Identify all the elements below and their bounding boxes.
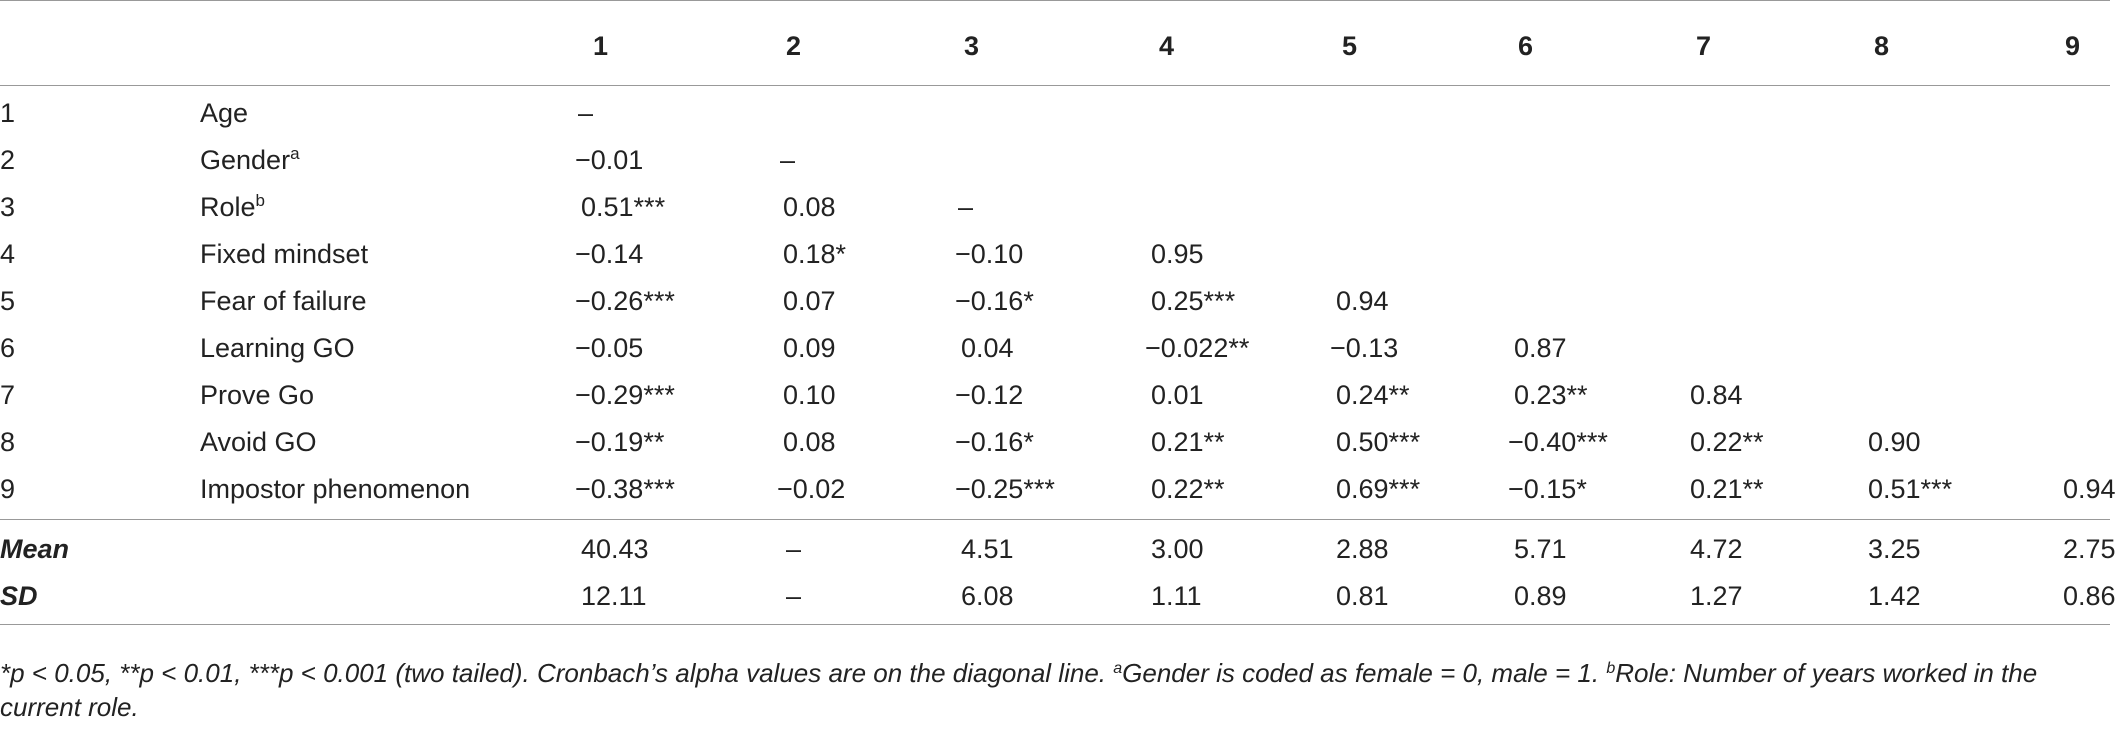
- cell-value: −0.13: [1330, 333, 1399, 363]
- cell-value: −0.022**: [1145, 333, 1250, 363]
- table-cell: [2030, 419, 2110, 466]
- table-cell: [1508, 231, 1684, 278]
- table-cell: [1145, 325, 1330, 372]
- stat-blank-cell: [200, 520, 575, 574]
- table-cell: [777, 137, 955, 184]
- table-cell: [955, 466, 1145, 520]
- stat-cell: [1145, 573, 1330, 625]
- cell-value: 0.21**: [1151, 427, 1225, 457]
- table-cell: [1862, 419, 2030, 466]
- footnote-gender: Gender is coded as female = 0, male = 1.: [1122, 658, 1607, 688]
- cell-value: 0.22**: [1690, 427, 1764, 457]
- cell-value: −0.10: [955, 239, 1024, 269]
- table-cell: [777, 278, 955, 325]
- table-cell: [1330, 137, 1508, 184]
- column-header: [777, 1, 955, 86]
- table-cell: [2030, 372, 2110, 419]
- row-index: 6: [0, 333, 16, 363]
- row-index: 7: [0, 380, 16, 410]
- stat-value: 1.11: [1151, 581, 1202, 611]
- column-header: [1145, 1, 1330, 86]
- table-cell: [777, 372, 955, 419]
- row-label: Impostor phenomenon: [200, 474, 471, 504]
- cell-value: 0.51***: [1868, 474, 1953, 504]
- row-index: 4: [0, 239, 16, 269]
- column-header: [955, 1, 1145, 86]
- cell-value: 0.23**: [1514, 380, 1588, 410]
- table-cell: [1330, 231, 1508, 278]
- stat-value: 12.11: [581, 581, 647, 611]
- table-cell: [1508, 466, 1684, 520]
- header-blank-index: [0, 1, 200, 86]
- cell-value: 0.90: [1868, 427, 1921, 457]
- column-header-text: 7: [1696, 30, 1712, 61]
- stat-cell: [575, 573, 777, 625]
- table-row: [0, 325, 2110, 372]
- footnote-marker-a: a: [1113, 660, 1123, 677]
- stat-cell: [777, 520, 955, 574]
- stat-value: –: [786, 581, 802, 611]
- table-cell: [955, 419, 1145, 466]
- cell-value: −0.15*: [1508, 474, 1587, 504]
- row-label-cell: [200, 86, 575, 138]
- column-header-text: 6: [1518, 30, 1534, 61]
- stat-cell: [955, 520, 1145, 574]
- stat-value: 3.00: [1151, 534, 1204, 564]
- table-row: [0, 137, 2110, 184]
- cell-value: −0.05: [575, 333, 644, 363]
- table-row: [0, 184, 2110, 231]
- cell-value: −0.26***: [575, 286, 675, 316]
- table-body: [0, 86, 2116, 520]
- column-header-text: 3: [964, 30, 980, 61]
- table-cell: [1508, 372, 1684, 419]
- table-cell: [777, 184, 955, 231]
- table-row: [0, 231, 2110, 278]
- table-cell: [1330, 184, 1508, 231]
- stat-cell: [1330, 573, 1508, 625]
- row-label: Prove Go: [200, 380, 315, 410]
- row-index: 8: [0, 427, 16, 457]
- table-cell: [575, 231, 777, 278]
- stat-value: 3.25: [1868, 534, 1921, 564]
- table-cell: [777, 86, 955, 138]
- table-cell: [1862, 137, 2030, 184]
- row-index: 2: [0, 145, 16, 175]
- table-cell: [1330, 419, 1508, 466]
- table-cell: [1508, 86, 1684, 138]
- stat-value: 0.81: [1336, 581, 1389, 611]
- table-cell: [955, 231, 1145, 278]
- cell-value: −0.16*: [955, 427, 1034, 457]
- row-label-cell: [200, 466, 575, 520]
- stat-value: 40.43: [581, 534, 649, 564]
- row-label: Avoid GO: [200, 427, 317, 457]
- table-row: [0, 372, 2110, 419]
- table-cell: [777, 231, 955, 278]
- table-cell: [1862, 278, 2030, 325]
- cell-value: −0.25***: [955, 474, 1055, 504]
- cell-value: –: [780, 145, 796, 175]
- table-cell: [575, 419, 777, 466]
- table-row: [0, 278, 2110, 325]
- table-row: [0, 466, 2110, 520]
- table-cell: [2030, 184, 2110, 231]
- stat-value: 5.71: [1514, 534, 1567, 564]
- table-cell: [575, 86, 777, 138]
- table-cell: [1330, 325, 1508, 372]
- stat-cell: [1684, 520, 1862, 574]
- table-cell: [2030, 325, 2110, 372]
- row-label-cell: [200, 372, 575, 419]
- table-cell: [575, 325, 777, 372]
- footnote-marker-b: b: [1606, 660, 1616, 677]
- column-header: [1330, 1, 1508, 86]
- stat-value: 4.72: [1690, 534, 1743, 564]
- column-header: [1862, 1, 2030, 86]
- table-cell: [1330, 86, 1508, 138]
- stat-value: 1.42: [1868, 581, 1921, 611]
- cell-value: −0.12: [955, 380, 1024, 410]
- table-cell: [575, 184, 777, 231]
- row-label-footnote-marker: b: [255, 191, 265, 210]
- row-label-cell: [200, 231, 575, 278]
- table-cell: [955, 137, 1145, 184]
- stat-cell: [1684, 573, 1862, 625]
- stat-cell: [1145, 520, 1330, 574]
- table-cell: [955, 184, 1145, 231]
- row-label-cell: [200, 278, 575, 325]
- table-cell: [1684, 325, 1862, 372]
- header-row: [0, 1, 2110, 86]
- cell-value: 0.87: [1514, 333, 1567, 363]
- table-cell: [955, 325, 1145, 372]
- row-index: 1: [0, 98, 16, 128]
- column-header-text: 1: [593, 30, 609, 61]
- stat-row: [0, 573, 2110, 625]
- table-header: [0, 1, 2110, 86]
- cell-value: –: [958, 192, 974, 222]
- row-label: Gender: [200, 145, 291, 175]
- column-header: [1684, 1, 1862, 86]
- table-cell: [955, 372, 1145, 419]
- table-cell: [777, 466, 955, 520]
- stat-label: SD: [0, 573, 200, 625]
- table-cell: [1684, 184, 1862, 231]
- table-cell: [1684, 86, 1862, 138]
- stat-value: –: [786, 534, 802, 564]
- column-header-text: 5: [1342, 30, 1358, 61]
- stat-cell: [777, 573, 955, 625]
- table-footnote: [0, 656, 2110, 724]
- column-header: [575, 1, 777, 86]
- stat-cell: [1508, 573, 1684, 625]
- stat-cell: [1862, 573, 2030, 625]
- cell-value: −0.16*: [955, 286, 1034, 316]
- stat-value: 2.75: [2063, 534, 2116, 564]
- row-index: 3: [0, 192, 16, 222]
- table-cell: [1508, 184, 1684, 231]
- cell-value: 0.18*: [783, 239, 847, 269]
- cell-value: 0.04: [961, 333, 1014, 363]
- cell-value: −0.14: [575, 239, 644, 269]
- table-cell: [1508, 419, 1684, 466]
- table-cell: [575, 137, 777, 184]
- column-header-text: 2: [786, 30, 802, 61]
- table-cell: [2030, 231, 2110, 278]
- table-row: [0, 86, 2110, 138]
- table-cell: [1330, 372, 1508, 419]
- stat-value: 6.08: [961, 581, 1014, 611]
- table-cell: [1862, 86, 2030, 138]
- stat-blank-cell: [200, 573, 575, 625]
- column-header: [2030, 1, 2110, 86]
- cell-value: −0.02: [777, 474, 846, 504]
- cell-value: 0.01: [1151, 380, 1204, 410]
- row-label: Role: [200, 192, 256, 222]
- row-label-cell: [200, 419, 575, 466]
- stat-label: Mean: [0, 534, 70, 564]
- table-cell: [777, 419, 955, 466]
- header-blank-label: [200, 1, 575, 86]
- table-cell: [1684, 137, 1862, 184]
- row-label-cell: [200, 137, 575, 184]
- row-label: Learning GO: [200, 333, 355, 363]
- table-cell: [1145, 86, 1330, 138]
- cell-value: 0.10: [783, 380, 836, 410]
- row-index: 9: [0, 466, 200, 520]
- table-cell: [1684, 466, 1862, 520]
- table-cell: [1508, 325, 1684, 372]
- stat-cell: [1508, 520, 1684, 574]
- stat-value: 4.51: [961, 534, 1014, 564]
- row-label-footnote-marker: a: [290, 144, 300, 163]
- table-cell: [777, 325, 955, 372]
- stat-value: 0.86: [2063, 581, 2116, 611]
- table-cell: [1145, 466, 1330, 520]
- cell-value: −0.29***: [575, 380, 675, 410]
- table-cell: [1862, 184, 2030, 231]
- row-label: Fear of failure: [200, 286, 367, 316]
- cell-value: 0.08: [783, 192, 836, 222]
- column-header-text: 8: [1874, 30, 1890, 61]
- stat-value: 1.27: [1690, 581, 1743, 611]
- table-cell: [1145, 231, 1330, 278]
- table-cell: [955, 86, 1145, 138]
- table-cell: [575, 278, 777, 325]
- table-cell: [1862, 466, 2030, 520]
- stat-cell: [575, 520, 777, 574]
- footnote-role: Role: Number of years worked in the current role.: [0, 658, 2038, 722]
- cell-value: 0.51***: [581, 192, 666, 222]
- table-cell: [1862, 231, 2030, 278]
- table-cell: [2030, 466, 2116, 520]
- table-cell: [1145, 137, 1330, 184]
- stat-cell: [2030, 573, 2116, 625]
- footnote-significance: *p < 0.05, **p < 0.01, ***p < 0.001 (two tailed). Cronbach’s alpha values are on the diagonal line.: [0, 658, 1114, 688]
- table-cell: [575, 372, 777, 419]
- table-cell: [1145, 419, 1330, 466]
- table-cell: [1684, 419, 1862, 466]
- cell-value: −0.40***: [1508, 427, 1608, 457]
- stat-cell: [1862, 520, 2030, 574]
- table-cell: [2030, 137, 2110, 184]
- cell-value: −0.01: [575, 145, 644, 175]
- cell-value: 0.94: [1336, 286, 1389, 316]
- table-cell: [1145, 372, 1330, 419]
- table-stats: [0, 520, 2116, 625]
- table-cell: [1508, 137, 1684, 184]
- table-cell: [955, 278, 1145, 325]
- cell-value: 0.50***: [1336, 427, 1421, 457]
- cell-value: 0.08: [783, 427, 836, 457]
- row-label-cell: [200, 184, 575, 231]
- table-cell: [575, 466, 777, 520]
- cell-value: 0.94: [2063, 474, 2116, 504]
- table-cell: [1508, 278, 1684, 325]
- cell-value: 0.21**: [1690, 474, 1764, 504]
- row-label: Fixed mindset: [200, 239, 369, 269]
- cell-value: 0.24**: [1336, 380, 1410, 410]
- cell-value: −0.19**: [575, 427, 665, 457]
- stat-value: 0.89: [1514, 581, 1567, 611]
- stat-value: 2.88: [1336, 534, 1389, 564]
- column-header: [1508, 1, 1684, 86]
- cell-value: 0.22**: [1151, 474, 1225, 504]
- table-cell: [1145, 278, 1330, 325]
- cell-value: 0.09: [783, 333, 836, 363]
- table-cell: [1330, 466, 1508, 520]
- column-header-text: 9: [2065, 30, 2081, 61]
- row-label: Age: [200, 98, 249, 128]
- stat-cell: [955, 573, 1145, 625]
- cell-value: 0.25***: [1151, 286, 1236, 316]
- row-label-cell: [200, 325, 575, 372]
- table-cell: [1862, 325, 2030, 372]
- stat-cell: [1330, 520, 1508, 574]
- cell-value: −0.38***: [575, 474, 675, 504]
- table-cell: [1684, 278, 1862, 325]
- cell-value: 0.07: [783, 286, 836, 316]
- cell-value: 0.95: [1151, 239, 1204, 269]
- table-row: [0, 419, 2110, 466]
- table-cell: [1684, 372, 1862, 419]
- cell-value: 0.84: [1690, 380, 1743, 410]
- table-cell: [2030, 86, 2110, 138]
- column-header-text: 4: [1159, 30, 1175, 61]
- stat-row: [0, 520, 2110, 574]
- cell-value: –: [578, 98, 594, 128]
- table-cell: [1330, 278, 1508, 325]
- stat-cell: [2030, 520, 2116, 574]
- cell-value: 0.69***: [1336, 474, 1421, 504]
- table-cell: [2030, 278, 2110, 325]
- table-cell: [1145, 184, 1330, 231]
- row-index: 5: [0, 286, 16, 316]
- table-cell: [1862, 372, 2030, 419]
- table-cell: [1684, 231, 1862, 278]
